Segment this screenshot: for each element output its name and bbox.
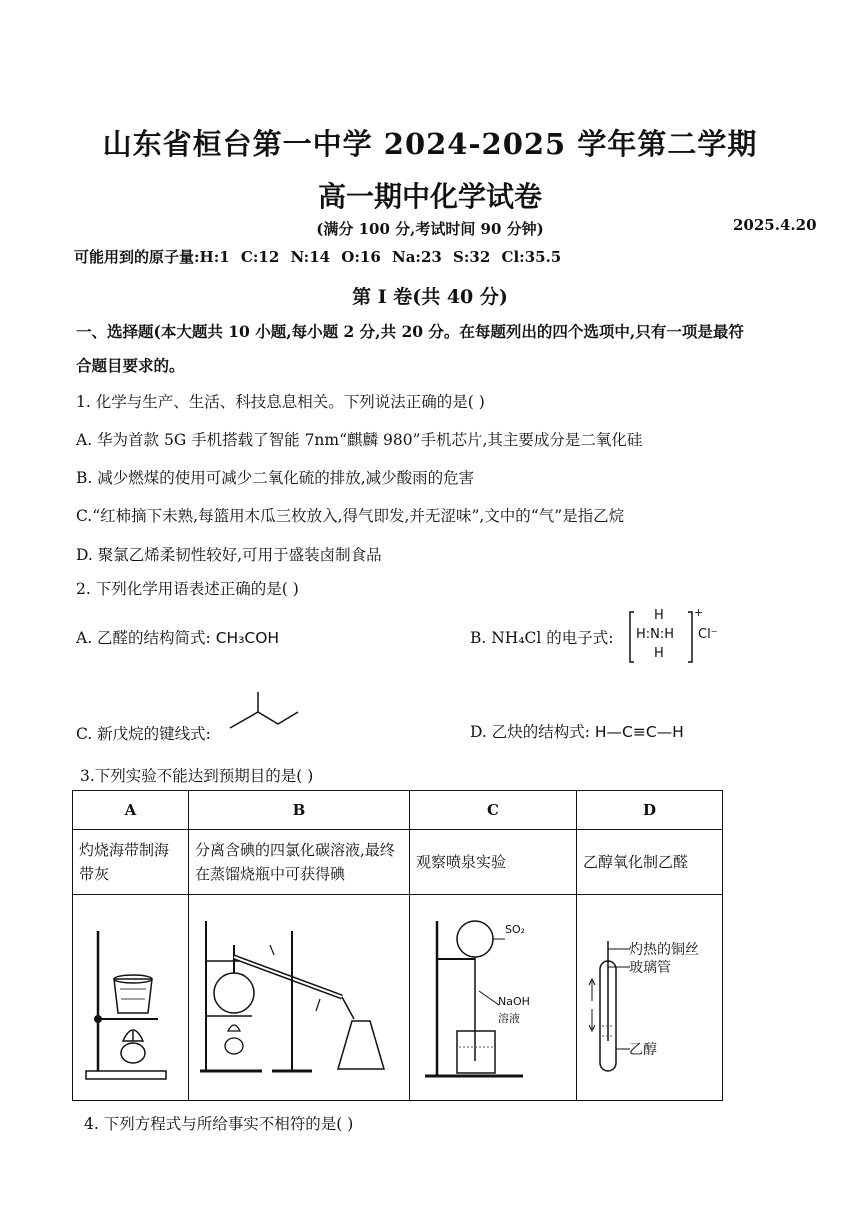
desc-b: 分离含碘的四氯化碳溶液,最终在蒸馏烧瓶中可获得碘 (189, 830, 410, 895)
electron-formula-center: H:N:H (636, 627, 675, 642)
q1-option-b: B. 减少燃煤的使用可减少二氧化硫的排放,减少酸雨的危害 (76, 469, 475, 487)
electron-formula-chloride: Cl⁻ (698, 627, 718, 642)
electron-formula-bottom-h: H (654, 646, 664, 661)
q2-option-d-formula: H—C≡C—H (594, 723, 684, 741)
q2-option-a-label: A. 乙醛的结构简式: (76, 629, 211, 647)
label-glass-tube: 玻璃管 (629, 960, 671, 976)
exam-title-line2: 高一期中化学试卷 (317, 180, 542, 213)
electron-formula-top-h: H (654, 608, 664, 623)
label-solution: 溶液 (498, 1012, 520, 1025)
exam-subtitle: (满分 100 分,考试时间 90 分钟) (316, 220, 544, 238)
electron-formula-plus: + (694, 606, 704, 619)
col-header-c: C (410, 791, 577, 830)
fountain-experiment-apparatus (413, 901, 573, 1091)
distillation-apparatus (192, 901, 407, 1091)
q3-stem: 3.下列实验不能达到预期目的是( ) (80, 767, 314, 785)
q2-stem: 2. 下列化学用语表述正确的是( ) (76, 580, 299, 598)
exam-date: 2025.4.20 (733, 216, 817, 234)
col-header-d: D (577, 791, 723, 830)
experiment-table (72, 790, 723, 1101)
q2-option-b-label: B. NH₄Cl 的电子式: (470, 629, 614, 647)
section-instruction-1: 一、选择题(本大题共 10 小题,每小题 2 分,共 20 分。在每题列出的四个选项中,只有一项是最符 (76, 322, 744, 341)
q2-option-a (76, 626, 279, 648)
q2-option-d-label: D. 乙炔的结构式: (470, 723, 590, 741)
apparatus-d (577, 895, 723, 1101)
q2-option-c-label: C. 新戊烷的键线式: (76, 725, 211, 743)
apparatus-c (410, 895, 577, 1101)
neopentane-skeletal-formula (226, 690, 306, 738)
label-so2: SO₂ (505, 923, 526, 936)
q2-option-d (470, 720, 684, 742)
section-title: 第 I 卷(共 40 分) (352, 286, 508, 308)
label-ethanol: 乙醇 (629, 1042, 657, 1058)
q2-option-a-formula: CH₃COH (215, 629, 280, 647)
col-header-b: B (189, 791, 410, 830)
crucible-burning-apparatus (76, 901, 186, 1091)
col-header-a: A (73, 791, 189, 830)
section-instruction-2: 合题目要求的。 (76, 356, 185, 375)
ethanol-oxidation-apparatus (580, 901, 720, 1091)
apparatus-a (73, 895, 189, 1101)
electron-formula (628, 606, 718, 662)
q4-stem: 4. 下列方程式与所给事实不相符的是( ) (84, 1115, 354, 1133)
q1-option-d: D. 聚氯乙烯柔韧性较好,可用于盛装卤制食品 (76, 546, 382, 564)
label-hot-copper-wire: 灼热的铜丝 (629, 942, 699, 958)
q1-option-c: C.“红柿摘下未熟,每篮用木瓜三枚放入,得气即发,并无涩味”,文中的“气”是指乙烷 (76, 507, 625, 525)
desc-a: 灼烧海带制海带灰 (73, 830, 189, 895)
label-naoh: NaOH (498, 995, 530, 1008)
desc-c: 观察喷泉实验 (410, 830, 577, 895)
desc-d: 乙醇氧化制乙醛 (577, 830, 723, 895)
atomic-masses: 可能用到的原子量:H:1 C:12 N:14 O:16 Na:23 S:32 Cl:35.5 (74, 248, 562, 266)
q1-option-a: A. 华为首款 5G 手机搭载了智能 7nm“麒麟 980”手机芯片,其主要成分是二氧化硅 (76, 431, 643, 449)
exam-title-line1: 山东省桓台第一中学 2024-2025 学年第二学期 (102, 127, 758, 161)
q1-stem: 1. 化学与生产、生活、科技息息相关。下列说法正确的是( ) (76, 393, 485, 411)
apparatus-b (189, 895, 410, 1101)
